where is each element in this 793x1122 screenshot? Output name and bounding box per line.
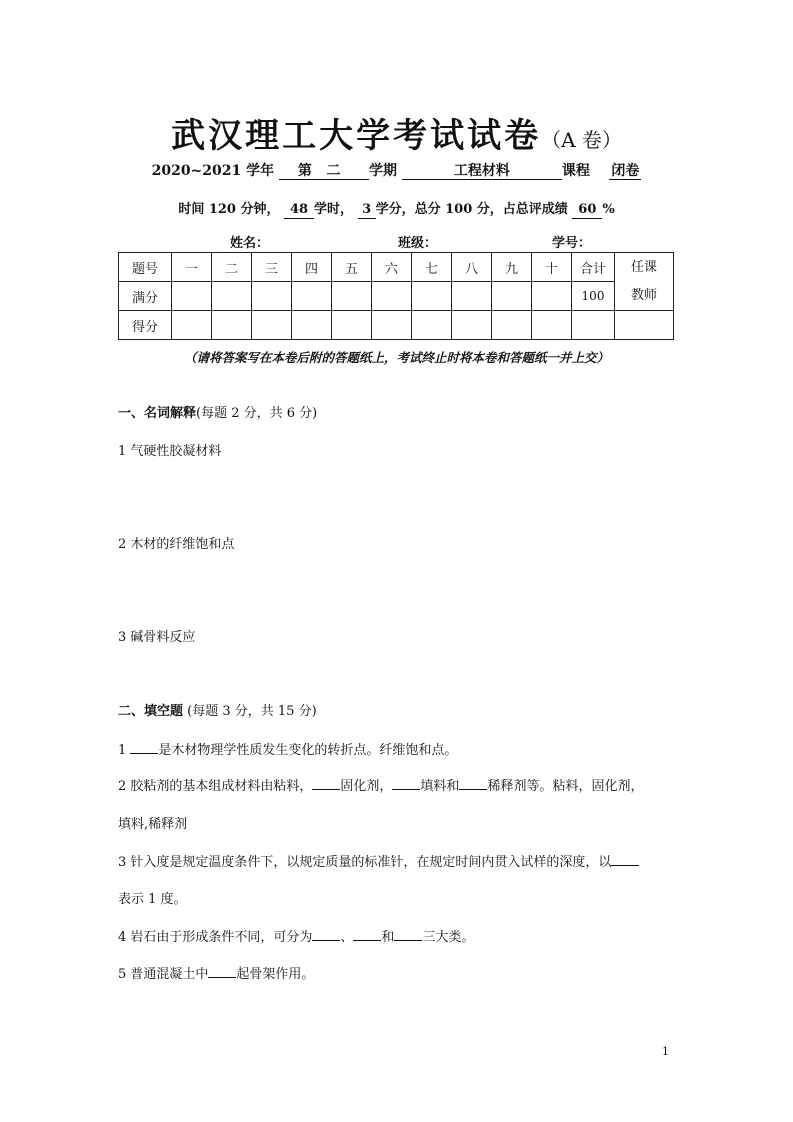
- fill-question-1: 1 是木材物理学性质发生变化的转折点。纤维饱和点。: [118, 743, 458, 758]
- score-cell[interactable]: [532, 311, 572, 340]
- class-label: 班级：: [398, 236, 438, 251]
- row-label: 满分: [119, 282, 172, 311]
- score-cell[interactable]: [492, 311, 532, 340]
- exam-info: [0, 198, 793, 219]
- score-cell[interactable]: [412, 311, 452, 340]
- id-label: 学号：: [552, 236, 592, 251]
- course-name: 工程材料: [402, 163, 562, 180]
- fill-question-3: 3 针入度是规定温度条件下，以规定质量的标准针，在规定时间内贯入试样的深度，以: [118, 851, 639, 870]
- table-row: [119, 253, 674, 282]
- column-header: 七: [412, 253, 452, 282]
- column-header: 二: [212, 253, 252, 282]
- exam-time: 时间 120 分钟，: [178, 202, 280, 217]
- academic-year: 2020~2021 学年: [151, 163, 275, 179]
- column-header: 五: [332, 253, 372, 282]
- hours-label: 学时，: [314, 202, 354, 217]
- credits-label: 学分，总分 100 分，占总评成绩: [375, 202, 568, 217]
- score-cell[interactable]: [372, 311, 412, 340]
- answer-blank[interactable]: [392, 777, 420, 790]
- fill-question-5: 5 普通混凝土中 起骨架作用。: [118, 967, 315, 982]
- teacher-line1: 任课: [630, 259, 657, 275]
- section2-label: 二、填空题: [118, 704, 184, 719]
- table-row: [119, 282, 674, 311]
- section1-score: (每题 2 分，共 6 分): [196, 406, 318, 421]
- fill-question-4: 4 岩石由于形成条件不同，可分为 、 和 三大类。: [118, 930, 475, 945]
- term-question-1: 1 气硬性胶凝材料: [118, 444, 222, 459]
- teacher-line2: 教师: [630, 287, 657, 303]
- score-cell[interactable]: [452, 311, 492, 340]
- course-header: [0, 160, 793, 180]
- fill-question-2-cont: 填料,稀释剂: [118, 817, 188, 832]
- section2-heading: [118, 700, 317, 719]
- column-header: 一: [172, 253, 212, 282]
- exam-title: [0, 108, 793, 157]
- column-header: 八: [452, 253, 492, 282]
- fill-question-3-cont: 表示 1 度。: [118, 892, 187, 907]
- exam-notice: （请将答案写在本卷后附的答题纸上，考试终止时将本卷和答题纸一并上交）: [183, 350, 609, 365]
- term-field: 第 二: [279, 163, 369, 180]
- score-cell[interactable]: [572, 311, 615, 340]
- title-suffix: （A 卷）: [541, 128, 622, 152]
- section1-heading: [118, 402, 317, 421]
- score-cell[interactable]: [332, 311, 372, 340]
- column-header: 四: [292, 253, 332, 282]
- percent-sign: %: [602, 202, 615, 217]
- answer-blank[interactable]: [130, 741, 158, 754]
- hours-value: 48: [284, 202, 314, 219]
- score-cell[interactable]: [292, 311, 332, 340]
- answer-blank[interactable]: [459, 777, 487, 790]
- column-header: 九: [492, 253, 532, 282]
- answer-blank[interactable]: [312, 777, 340, 790]
- teacher-cell: [615, 253, 674, 311]
- term-question-3: 3 碱骨料反应: [118, 630, 196, 645]
- answer-blank[interactable]: [611, 853, 639, 866]
- column-header: 三: [252, 253, 292, 282]
- score-cell[interactable]: [615, 311, 674, 340]
- score-cell[interactable]: [212, 311, 252, 340]
- exam-type: 闭卷: [611, 163, 640, 179]
- percent-value: 60: [572, 202, 602, 219]
- term-label: 学期: [369, 163, 398, 179]
- score-table: [118, 252, 674, 340]
- total-full-score: 100: [572, 282, 615, 311]
- column-header: 十: [532, 253, 572, 282]
- score-cell[interactable]: [252, 311, 292, 340]
- table-row: [119, 311, 674, 340]
- answer-blank[interactable]: [394, 928, 422, 941]
- row-label: 题号: [119, 253, 172, 282]
- answer-blank[interactable]: [312, 928, 340, 941]
- total-header: 合计: [572, 253, 615, 282]
- answer-blank[interactable]: [208, 965, 236, 978]
- section1-label: 一、名词解释: [118, 406, 197, 421]
- page-number: 1: [662, 1045, 669, 1058]
- term-question-2: 2 木材的纤维饱和点: [118, 537, 235, 552]
- section2-score: (每题 3 分，共 15 分): [187, 704, 317, 719]
- score-cell[interactable]: [172, 311, 212, 340]
- name-label: 姓名：: [230, 236, 270, 251]
- course-label: 课程: [561, 163, 590, 179]
- title-main: 武汉理工大学考试试卷: [171, 116, 542, 156]
- column-header: 六: [372, 253, 412, 282]
- answer-blank[interactable]: [353, 928, 381, 941]
- row-label: 得分: [119, 311, 172, 340]
- fill-question-2: 2 胶粘剂的基本组成材料由粘料， 固化剂， 填料和 稀释剂等。粘料，固化剂，: [118, 779, 644, 794]
- credits-value: 3: [358, 202, 376, 219]
